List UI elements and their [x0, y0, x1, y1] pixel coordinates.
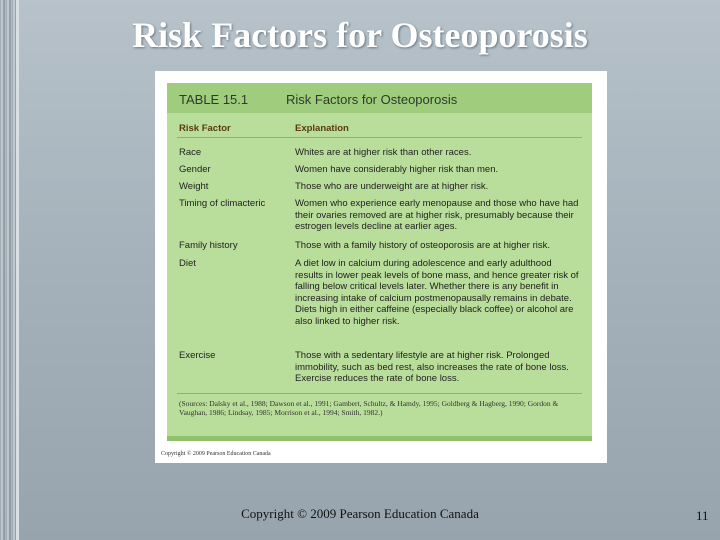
row-explanation: Those who are underweight are at higher risk.: [295, 181, 489, 192]
row-factor: Race: [179, 147, 202, 158]
row-factor: Timing of climacteric: [179, 198, 266, 209]
table-bottom-band: [167, 436, 592, 441]
slide-footer: Copyright © 2009 Pearson Education Canada: [241, 506, 479, 521]
image-copyright: Copyright © 2009 Pearson Education Canada: [161, 451, 271, 457]
table-number: TABLE 15.1: [179, 92, 249, 107]
row-explanation: Those with a family history of osteoporosis are at higher risk.: [295, 240, 551, 251]
row-factor: Diet: [179, 258, 196, 269]
table-sources: (Sources: Dalsky et al., 1988; Dawson et al., 1991; Gambert, Schultz, & Hamdy, 1995; Goldberg & Hagberg, 1990; Gordon & Vaughan, 1986; Lindsay, 1985; Morrison et al., 1994; Smith, 1982.): [179, 399, 559, 417]
row-factor: Gender: [179, 164, 211, 175]
slide-title: Risk Factors for Osteoporosis: [132, 15, 588, 55]
table-name: Risk Factors for Osteoporosis: [286, 92, 458, 107]
row-explanation: Whites are at higher risk than other races.: [295, 147, 472, 158]
row-explanation: Women have considerably higher risk than men.: [295, 164, 499, 175]
column-header-explanation: Explanation: [295, 123, 349, 134]
row-explanation: Women who experience early menopause and those who have had their ovaries removed are at higher risk, presumably because their estrogen levels decline at earlier ages.: [295, 198, 579, 232]
row-factor: Exercise: [179, 350, 216, 361]
row-factor: Weight: [179, 181, 209, 192]
page-number: 11: [696, 508, 709, 523]
table-image-frame: [155, 71, 607, 463]
left-decor-stripe: [0, 0, 16, 540]
left-decor-line: [16, 0, 19, 540]
header-rule: [177, 137, 582, 138]
row-factor: Family history: [179, 240, 238, 251]
row-explanation: A diet low in calcium during adolescence and early adulthood results in lower peak levels of bone mass, and hence greater risk of falling below critical levels later. Whether there is any benefit in increasing intake of calcium postmenopausally remains in debate. Diets high in either caffeine (especially black coffee) or alcohol are also linked to higher risk.: [295, 258, 579, 327]
sources-rule: [177, 393, 582, 394]
column-header-factor: Risk Factor: [179, 123, 231, 134]
risk-factor-table: [167, 83, 592, 441]
row-explanation: Those with a sedentary lifestyle are at higher risk. Prolonged immobility, such as bed rest, also increases the rate of bone loss. Exercise reduces the rate of bone loss.: [295, 350, 569, 384]
table-header-band: [167, 83, 592, 113]
